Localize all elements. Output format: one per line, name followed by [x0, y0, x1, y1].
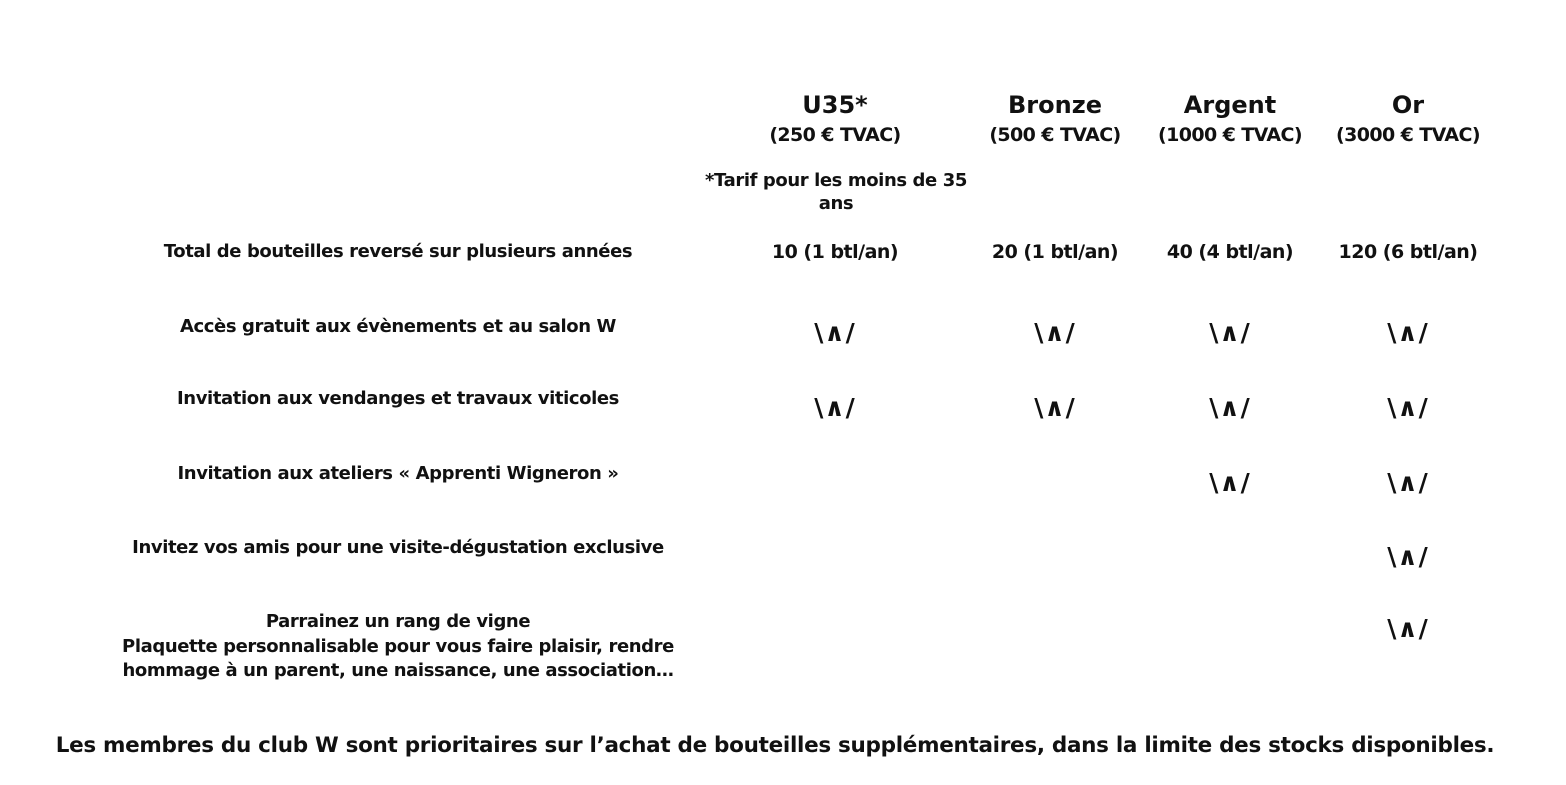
w-logo-icon: \∧/: [1034, 393, 1076, 422]
cell-value-bronze: 20 (1 btl/an): [991, 241, 1119, 263]
row-label-sponsor-line: Parrainez un rang de vigne: [265, 611, 531, 632]
w-logo-icon: \∧/: [1209, 393, 1251, 422]
w-logo-icon: \∧/: [1387, 614, 1429, 643]
w-logo-icon: \∧/: [814, 393, 856, 422]
tier-price-argent: (1000 € TVAC): [1158, 124, 1302, 146]
w-logo-icon: \∧/: [1034, 318, 1076, 347]
tier-price-bronze: (500 € TVAC): [989, 124, 1121, 146]
row-label-sponsor-line: hommage à un parent, une naissance, une association…: [122, 660, 674, 681]
row-label-sponsor-vine: [98, 610, 698, 684]
tier-name-or: Or: [1391, 91, 1425, 119]
w-logo-icon: \∧/: [1387, 542, 1429, 571]
cell-value-or: 120 (6 btl/an): [1338, 241, 1478, 263]
w-logo-icon: \∧/: [1209, 318, 1251, 347]
footer-note: Les membres du club W sont prioritaires sur l’achat de bouteilles supplémentaires, dans la limite des stocks disponibles.: [55, 733, 1495, 758]
w-logo-icon: \∧/: [1387, 393, 1429, 422]
tier-price-or: (3000 € TVAC): [1336, 124, 1480, 146]
w-logo-icon: \∧/: [814, 318, 856, 347]
cell-value-u35: 10 (1 btl/an): [771, 241, 899, 263]
row-label-events-access: Accès gratuit aux évènements et au salon W: [179, 316, 617, 337]
row-label-total-bottles: Total de bouteilles reversé sur plusieurs années: [163, 241, 633, 262]
w-logo-icon: \∧/: [1209, 468, 1251, 497]
tier-name-argent: Argent: [1183, 91, 1277, 119]
cell-value-argent: 40 (4 btl/an): [1166, 241, 1294, 263]
row-label-harvest-invitation: Invitation aux vendanges et travaux viticoles: [177, 388, 619, 409]
tier-price-u35: (250 € TVAC): [769, 124, 901, 146]
tier-name-u35: U35*: [802, 91, 868, 119]
row-label-workshops: Invitation aux ateliers « Apprenti Wigneron »: [177, 463, 619, 484]
row-label-sponsor-line: Plaquette personnalisable pour vous faire plaisir, rendre: [122, 635, 674, 657]
tier-name-bronze: Bronze: [1008, 91, 1102, 119]
tier-note-u35: *Tarif pour les moins de 35 ans: [705, 170, 967, 214]
w-logo-icon: \∧/: [1387, 468, 1429, 497]
row-label-invite-friends: Invitez vos amis pour une visite-dégustation exclusive: [132, 537, 664, 558]
w-logo-icon: \∧/: [1387, 318, 1429, 347]
